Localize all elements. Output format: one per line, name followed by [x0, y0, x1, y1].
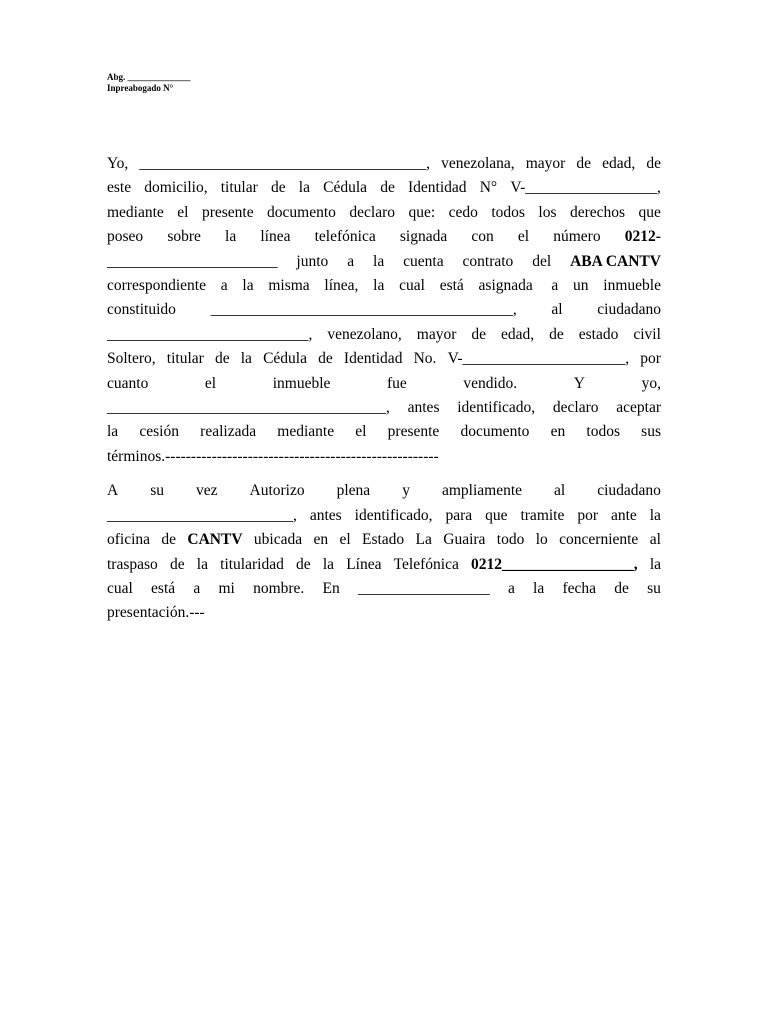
word: de: [270, 179, 286, 197]
word: está: [151, 579, 176, 597]
word: traspaso: [107, 555, 158, 573]
word: venezolano,: [327, 325, 402, 343]
word: la: [242, 277, 254, 295]
word: la: [225, 228, 237, 246]
word: en: [313, 531, 329, 549]
word: del: [532, 252, 552, 270]
word: a: [547, 277, 559, 295]
text-line: [107, 201, 661, 225]
word: Telefónica: [393, 555, 459, 573]
word: ante: [610, 506, 637, 524]
paragraph-authorization-last-line: [107, 601, 661, 625]
word: Soltero,: [107, 350, 156, 368]
document-body: [107, 152, 661, 626]
word: N°: [479, 179, 498, 197]
word: _________________: [357, 579, 490, 597]
word: Línea: [346, 555, 382, 573]
word: ______________________: [107, 252, 278, 270]
word: que: [638, 203, 661, 221]
word: asignada: [478, 277, 533, 295]
word: ampliamente: [441, 482, 523, 500]
word: aceptar: [616, 399, 661, 417]
word: de: [646, 155, 661, 172]
word: está: [439, 277, 464, 295]
word: y: [402, 482, 410, 500]
word: titular: [220, 179, 258, 197]
word: misma: [268, 277, 310, 295]
word: en: [550, 423, 566, 441]
word: CANTV: [187, 531, 243, 549]
word: signada: [399, 228, 448, 246]
word: _____________________________________,: [139, 155, 430, 172]
word: La: [415, 531, 432, 549]
word: de: [296, 555, 311, 573]
word: Y: [573, 374, 585, 392]
word: de: [380, 179, 395, 197]
word: la: [373, 277, 385, 295]
word: nombre.: [253, 579, 305, 597]
word: ciudadano: [597, 482, 661, 500]
word: inmueble: [603, 277, 661, 295]
text-line: [107, 553, 661, 577]
word: la: [240, 350, 252, 368]
paragraph-declaration: [107, 152, 661, 469]
word: titular: [166, 350, 204, 368]
word: de: [214, 350, 230, 368]
word: el: [204, 374, 217, 392]
word: concerniente: [559, 531, 639, 549]
word: número: [553, 228, 601, 246]
word: mayor: [525, 155, 566, 172]
word: sobre: [167, 228, 201, 246]
word: la: [649, 555, 661, 573]
word: la: [107, 423, 119, 441]
word: antes: [309, 506, 342, 524]
word: de: [471, 325, 487, 343]
word: de: [614, 579, 629, 597]
word: el: [517, 228, 530, 246]
word: de: [318, 350, 333, 368]
word: la: [196, 555, 208, 573]
word: de: [549, 325, 564, 343]
word: cual: [399, 277, 425, 295]
word: _______________________________________,: [210, 301, 517, 319]
word: En: [322, 579, 340, 597]
word: de: [576, 155, 592, 172]
word: un: [573, 277, 589, 295]
text-line: [107, 250, 661, 274]
word: __________________________,: [107, 325, 313, 343]
word: identificado,: [457, 399, 536, 417]
word: 0212_________________,: [471, 555, 638, 573]
word: presente: [387, 423, 440, 441]
word: todos: [586, 423, 620, 441]
word: declaro: [349, 203, 395, 221]
paragraph-authorization: [107, 479, 661, 625]
text-line: [107, 577, 661, 601]
word: mi: [218, 579, 235, 597]
word: constituido: [107, 301, 176, 319]
word: documento: [267, 203, 336, 221]
text-line: [107, 396, 661, 420]
paragraph-declaration-last-line: [107, 445, 661, 469]
word: Identidad: [343, 350, 403, 368]
text-line: [107, 504, 661, 528]
word: la: [533, 579, 545, 597]
paragraph-authorization-lines: [107, 479, 661, 601]
word: correspondiente: [107, 277, 206, 295]
word: presente: [201, 203, 254, 221]
word: documento: [460, 423, 530, 441]
word: Autorizo: [249, 482, 305, 500]
lawyer-header: [107, 72, 191, 94]
word: ____________________________________,: [107, 399, 390, 417]
word: fue: [386, 374, 407, 392]
word: este: [107, 179, 132, 197]
word: su: [150, 482, 164, 500]
word: mediante: [277, 423, 335, 441]
word: vendido.: [463, 374, 518, 392]
word: cesión: [139, 423, 179, 441]
word: Guaira: [443, 531, 486, 549]
word: Identidad: [408, 179, 467, 197]
word: al: [551, 301, 563, 319]
word: poseo: [107, 228, 144, 246]
text-line: [107, 152, 661, 176]
word: el: [339, 531, 351, 549]
word: inmueble: [272, 374, 331, 392]
word: 0212-: [624, 228, 661, 246]
word: plena: [336, 482, 371, 500]
word: todos: [491, 203, 525, 221]
text-last-line: presentación.---: [107, 604, 205, 622]
word: derechos: [569, 203, 626, 221]
text-line: [107, 528, 661, 552]
word: mediante: [107, 203, 164, 221]
word: V-_________________,: [510, 179, 661, 197]
word: edad,: [602, 155, 636, 172]
word: al: [649, 531, 661, 549]
word: para: [445, 506, 473, 524]
word: mayor: [416, 325, 457, 343]
word: línea: [260, 228, 291, 246]
word: V-_____________________,: [447, 350, 630, 368]
text-line: [107, 479, 661, 503]
word: a: [220, 277, 228, 295]
word: domicilio,: [144, 179, 208, 197]
word: que:: [408, 203, 436, 221]
word: yo,: [641, 374, 661, 392]
word: declaro: [552, 399, 599, 417]
word: No.: [413, 350, 437, 368]
word: de: [161, 531, 177, 549]
word: los: [538, 203, 557, 221]
word: civil: [633, 325, 661, 343]
word: venezolana,: [441, 155, 515, 172]
word: junto: [296, 252, 329, 270]
word: todo: [496, 531, 525, 549]
word: A: [107, 482, 119, 500]
text-line: [107, 298, 661, 322]
word: Cédula: [263, 350, 307, 368]
word: sus: [641, 423, 661, 441]
word: vez: [196, 482, 218, 500]
word: Cédula: [323, 179, 368, 197]
word: línea,: [324, 277, 359, 295]
word: a: [507, 579, 515, 597]
word: cuanto: [107, 374, 149, 392]
word: por: [640, 350, 661, 368]
word: lo: [535, 531, 548, 549]
word: la: [322, 555, 335, 573]
inpreabogado-line: Inpreabogado N°: [107, 83, 174, 93]
word: identificado,: [354, 506, 433, 524]
word: fecha: [562, 579, 597, 597]
word: cuenta: [403, 252, 444, 270]
word: edad,: [501, 325, 535, 343]
text-line: [107, 323, 661, 347]
word: su: [647, 579, 661, 597]
word: telefónica: [314, 228, 376, 246]
word: estado: [578, 325, 619, 343]
word: oficina: [107, 531, 151, 549]
word: Estado: [362, 531, 405, 549]
paragraph-declaration-lines: [107, 152, 661, 445]
lawyer-name-line: Abg. ______________: [107, 72, 191, 82]
word: titularidad: [220, 555, 284, 573]
text-line: [107, 347, 661, 371]
word: contrato: [462, 252, 514, 270]
word: que: [485, 506, 508, 524]
word: el: [355, 423, 367, 441]
word: ________________________,: [107, 506, 297, 524]
text-line: [107, 176, 661, 200]
word: tramite: [520, 506, 565, 524]
text-last-line: términos.-----------------------------------------------------: [107, 447, 439, 465]
word: a: [347, 252, 355, 270]
word: Yo,: [107, 155, 129, 172]
word: ciudadano: [597, 301, 661, 319]
word: con: [471, 228, 494, 246]
text-line: [107, 420, 661, 444]
word: cual: [107, 579, 133, 597]
text-line: [107, 372, 661, 396]
word: el: [177, 203, 189, 221]
text-line: [107, 274, 661, 298]
word: la: [649, 506, 661, 524]
word: ubicada: [253, 531, 303, 549]
word: por: [577, 506, 598, 524]
word: de: [169, 555, 185, 573]
word: la: [298, 179, 310, 197]
text-line: [107, 225, 661, 249]
word: al: [554, 482, 566, 500]
word: antes: [407, 399, 440, 417]
word: a: [193, 579, 201, 597]
word: realizada: [200, 423, 257, 441]
word: la: [373, 252, 385, 270]
word: ABA CANTV: [570, 252, 661, 270]
word: cedo: [448, 203, 478, 221]
